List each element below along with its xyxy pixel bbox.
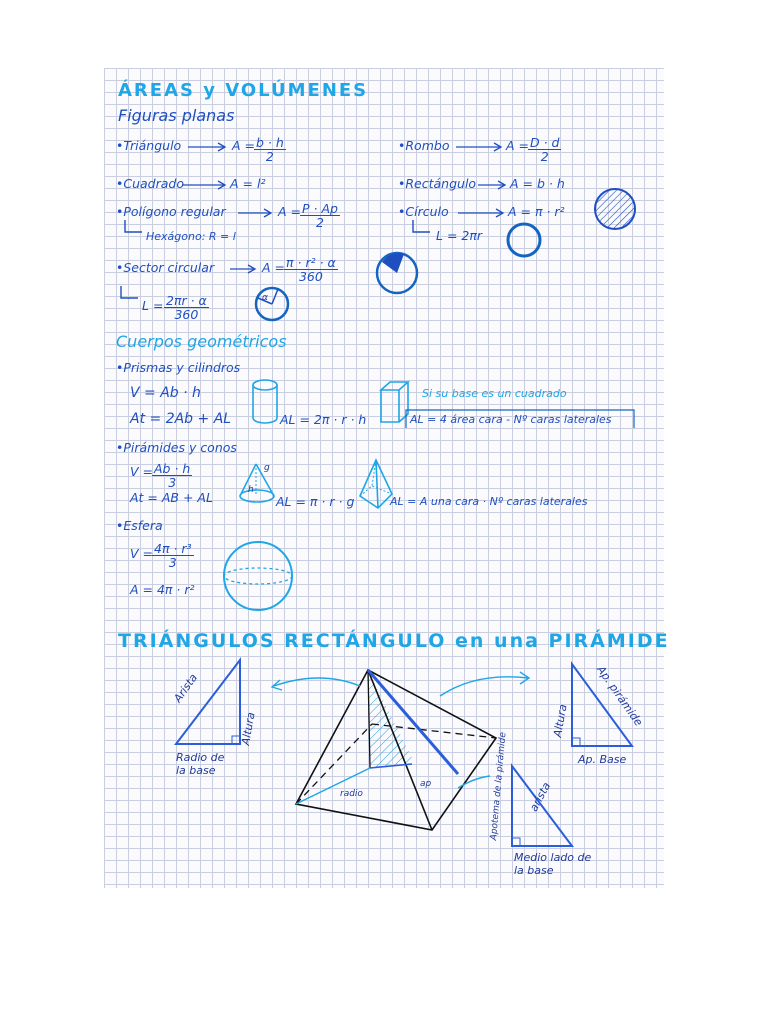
denominator: 360 — [174, 307, 199, 323]
volumen-esfera: V = — [130, 546, 153, 561]
cone-g-label: g — [264, 463, 270, 473]
formula-rectangulo: A = b · h — [510, 176, 565, 191]
area-lateral-piramide: AL = A una cara · Nº caras laterales — [390, 495, 588, 508]
formula-rombo: A = — [506, 138, 529, 153]
label-sector: •Sector circular — [116, 260, 215, 275]
alpha-label: α — [262, 293, 268, 303]
fraction-sector — [284, 256, 338, 283]
label-ap-pyramid: ap — [420, 779, 432, 789]
hexagono-note: Hexágono: R = l — [146, 230, 236, 243]
sector-arc-figure — [252, 284, 292, 324]
formula-triangulo: A = — [232, 138, 255, 153]
area-total-prisma: At = 2Ab + AL — [130, 411, 232, 427]
arrow-icon — [478, 178, 508, 192]
numerator: P · Ap — [302, 201, 338, 216]
label-arista-bottom: arista — [527, 780, 554, 814]
nota-base-cuadrado: Si su base es un cuadrado — [422, 387, 567, 400]
section-cuerpos-geometricos: Cuerpos geométricos — [116, 332, 287, 351]
sector-circle-figure — [374, 250, 420, 296]
label-medio-lado: Medio lado de la base — [514, 851, 592, 877]
arrow-icon — [230, 262, 258, 276]
denominator: 2 — [316, 215, 324, 231]
denominator: 3 — [168, 555, 177, 571]
label-prismas: •Prismas y cilindros — [116, 360, 241, 375]
arrow-icon — [456, 140, 504, 154]
volumen-prisma: V = Ab · h — [130, 385, 201, 401]
arrow-right-connector — [436, 668, 536, 708]
shaded-circle-figure — [592, 186, 638, 232]
longitud-sector: L = — [142, 298, 164, 313]
label-poligono: •Polígono regular — [116, 204, 226, 219]
label-arista-left: Arista — [171, 671, 201, 705]
denominator: 2 — [540, 149, 549, 165]
fraction-volumen-piramide — [152, 462, 192, 489]
label-altura-right: Altura — [551, 703, 570, 739]
cone-h-label: h — [248, 485, 254, 495]
area-esfera: A = 4π · r² — [130, 582, 195, 597]
section-triangulos-title: TRIÁNGULOS RECTÁNGULO en una PIRÁMIDE — [118, 630, 670, 652]
arrow-icon — [182, 178, 228, 192]
hook-arrow-icon — [122, 220, 144, 238]
area-lateral-cono: AL = π · r · g — [276, 494, 355, 509]
fraction-poligono — [300, 202, 340, 229]
numerator: b · h — [256, 135, 284, 150]
circle-outline-figure — [504, 220, 544, 260]
sphere-figure — [218, 540, 298, 612]
cone-figure — [236, 460, 280, 510]
label-esfera: •Esfera — [116, 518, 163, 533]
numerator: Ab · h — [154, 461, 191, 476]
label-rectangulo: •Rectángulo — [398, 176, 477, 191]
fraction-triangulo — [254, 136, 286, 163]
arrow-bottom-connector — [454, 772, 494, 792]
longitud-circulo: L = 2πr — [436, 228, 483, 243]
denominator: 3 — [168, 475, 177, 491]
fraction-rombo — [528, 136, 561, 163]
label-radio-base: Radio de la base — [176, 751, 225, 777]
numerator: π · r² · α — [286, 255, 336, 270]
denominator: 2 — [265, 149, 274, 165]
label-cuadrado: •Cuadrado — [116, 176, 184, 191]
area-lateral-prisma: AL = 4 área cara - Nº caras laterales — [410, 413, 612, 426]
bracket-underline — [406, 406, 638, 430]
numerator: D · d — [530, 135, 560, 150]
arrow-icon — [238, 206, 274, 220]
formula-poligono: A = — [278, 204, 301, 219]
label-ap-piramide-right: Ap. pirámide — [594, 663, 646, 729]
formula-sector: A = — [262, 260, 285, 275]
label-rombo: •Rombo — [398, 138, 450, 153]
label-altura-left: Altura — [239, 711, 258, 747]
numerator: 4π · r³ — [154, 541, 192, 556]
label-circulo: •Círculo — [398, 204, 449, 219]
formula-circulo: A = π · r² — [508, 204, 565, 219]
cylinder-figure — [250, 378, 282, 428]
hook-arrow-icon — [118, 286, 140, 304]
arrow-left-connector — [260, 670, 370, 710]
area-lateral-cilindro: AL = 2π · r · h — [280, 412, 367, 427]
label-piramides: •Pirámides y conos — [116, 440, 237, 455]
area-total-piramide: At = AB + AL — [130, 490, 213, 505]
label-triangulo: •Triángulo — [116, 138, 182, 153]
label-ap-base: Ap. Base — [578, 753, 627, 766]
numerator: 2πr · α — [166, 293, 207, 308]
label-radio-pyramid: radio — [340, 789, 363, 799]
denominator: 360 — [298, 269, 323, 285]
arrow-icon — [458, 206, 506, 220]
arrow-icon — [188, 140, 228, 154]
volumen-piramide: V = — [130, 464, 153, 479]
fraction-longitud-sector — [164, 294, 209, 321]
section-figuras-planas: Figuras planas — [118, 106, 235, 125]
page-title: ÁREAS y VOLÚMENES — [118, 80, 369, 101]
formula-cuadrado: A = l² — [230, 176, 266, 191]
label-apotema: Apotema de la pirámide — [489, 731, 509, 841]
fraction-volumen-esfera — [152, 542, 194, 569]
hook-arrow-icon — [410, 220, 432, 238]
